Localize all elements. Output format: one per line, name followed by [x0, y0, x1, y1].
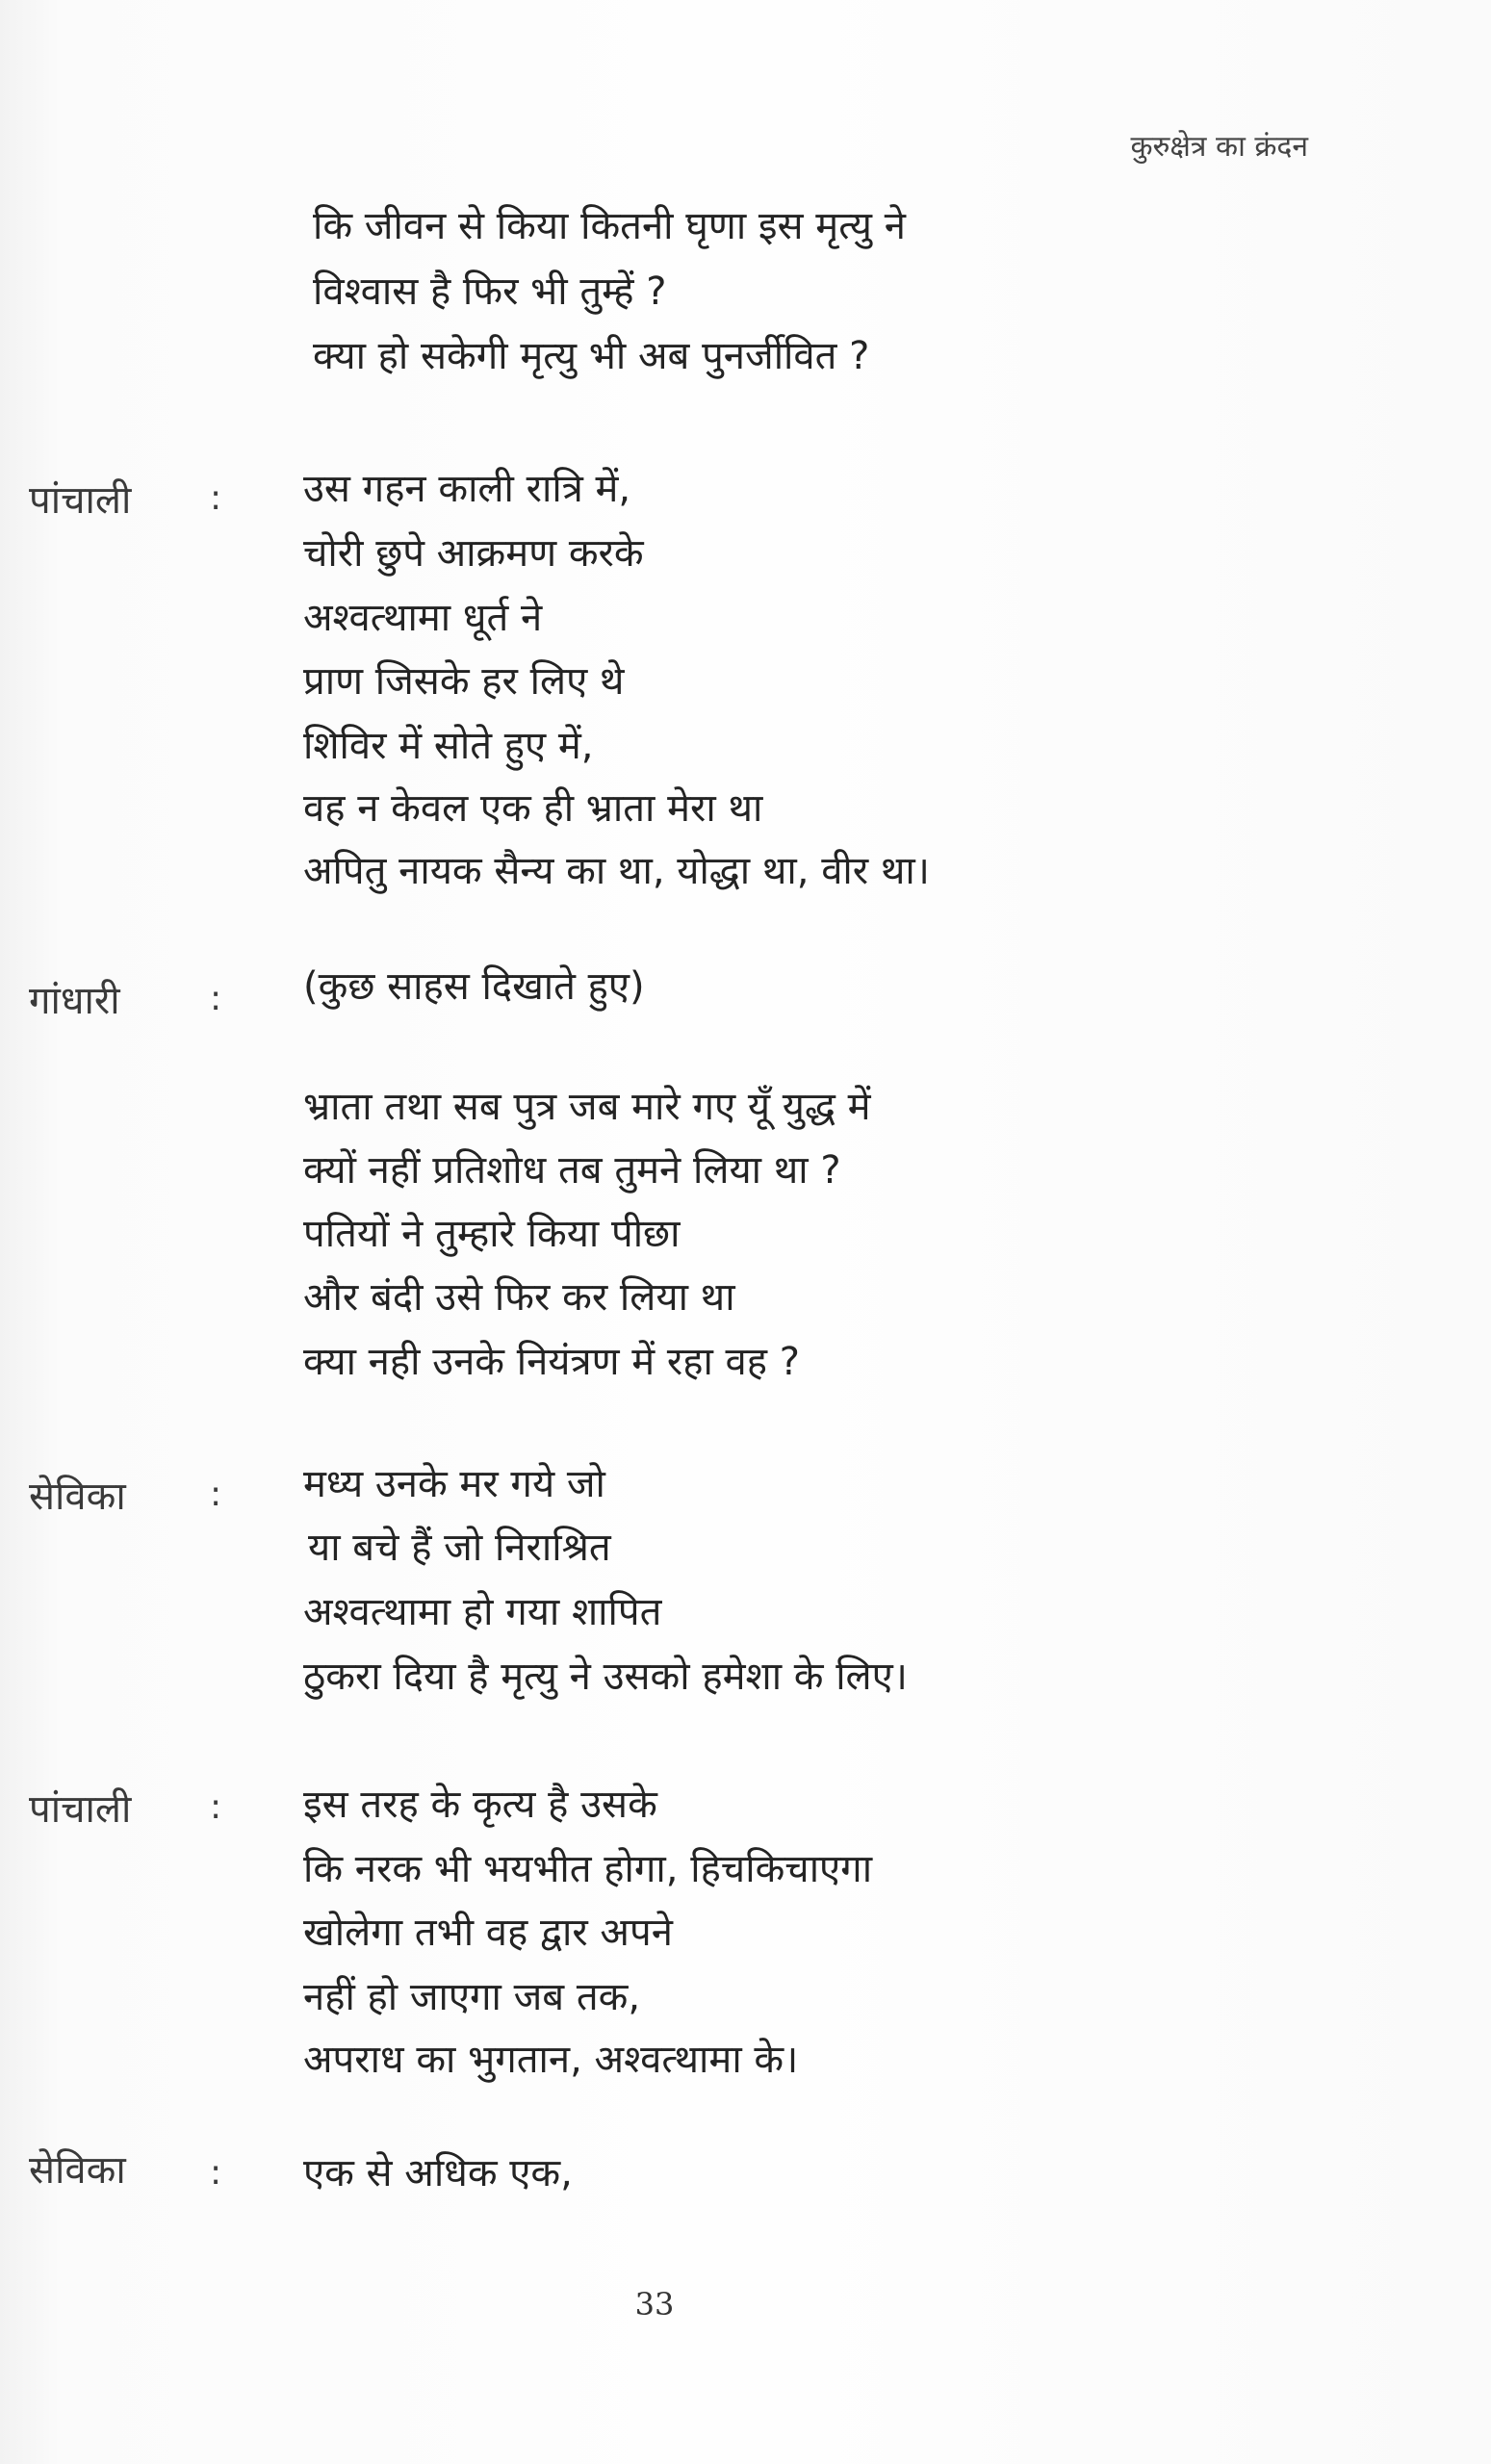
verse-line: इस तरह के कृत्य है उसके — [303, 1783, 657, 1827]
verse-line: नहीं हो जाएगा जब तक, — [303, 1975, 641, 2019]
speaker-colon: : — [210, 1787, 222, 1827]
speaker-name: सेविका — [29, 2148, 126, 2193]
verse-line: अपराध का भुगतान, अश्वत्थामा के। — [303, 2038, 799, 2082]
verse-line: क्यों नहीं प्रतिशोध तब तुमने लिया था ? — [303, 1148, 841, 1193]
verse-line: प्राण जिसके हर लिए थे — [303, 659, 625, 704]
verse-line: या बचे हैं जो निराश्रित — [308, 1526, 611, 1570]
verse-line: उस गहन काली रात्रि में, — [303, 467, 631, 511]
verse-line: शिविर में सोते हुए में, — [303, 724, 594, 768]
speaker-name: गांधारी — [29, 979, 120, 1023]
speaker-name: पांचाली — [29, 478, 132, 523]
verse-line: कि जीवन से किया कितनी घृणा इस मृत्यु ने — [313, 204, 906, 248]
verse-line: मध्य उनके मर गये जो — [303, 1462, 605, 1506]
running-header: कुरुक्षेत्र का क्रंदन — [1130, 130, 1308, 164]
verse-line: अश्वत्थामा हो गया शापित — [303, 1590, 662, 1634]
speaker-colon: : — [210, 2153, 222, 2193]
speaker-colon: : — [210, 478, 222, 518]
verse-line: एक से अधिक एक, — [303, 2151, 573, 2195]
verse-line: चोरी छुपे आक्रमण करके — [303, 531, 644, 576]
verse-line: वह न केवल एक ही भ्राता मेरा था — [303, 786, 763, 831]
verse-line: कि नरक भी भयभीत होगा, हिचकिचाएगा — [303, 1847, 873, 1891]
speaker-name: सेविका — [29, 1475, 126, 1519]
speaker-colon: : — [210, 979, 222, 1018]
verse-line: भ्राता तथा सब पुत्र जब मारे गए यूँ युद्ध में — [303, 1085, 871, 1129]
verse-line: अपितु नायक सैन्य का था, योद्धा था, वीर था। — [303, 849, 930, 893]
verse-line: क्या हो सकेगी मृत्यु भी अब पुनर्जीवित ? — [313, 334, 870, 378]
verse-line: ठुकरा दिया है मृत्यु ने उसको हमेशा के लिए। — [303, 1655, 908, 1699]
verse-line: अश्वत्थामा धूर्त ने — [303, 596, 543, 640]
verse-line: पतियों ने तुम्हारे किया पीछा — [303, 1212, 681, 1256]
page-number: 33 — [634, 2286, 675, 2323]
speaker-colon: : — [210, 1475, 222, 1514]
verse-line: क्या नही उनके नियंत्रण में रहा वह ? — [303, 1340, 800, 1384]
speaker-name: पांचाली — [29, 1787, 132, 1832]
verse-line: खोलेगा तभी वह द्वार अपने — [303, 1911, 673, 1955]
stage-direction: (कुछ साहस दिखाते हुए) — [303, 964, 645, 1009]
verse-line: और बंदी उसे फिर कर लिया था — [303, 1275, 735, 1320]
verse-line: विश्वास है फिर भी तुम्हें ? — [313, 270, 667, 314]
